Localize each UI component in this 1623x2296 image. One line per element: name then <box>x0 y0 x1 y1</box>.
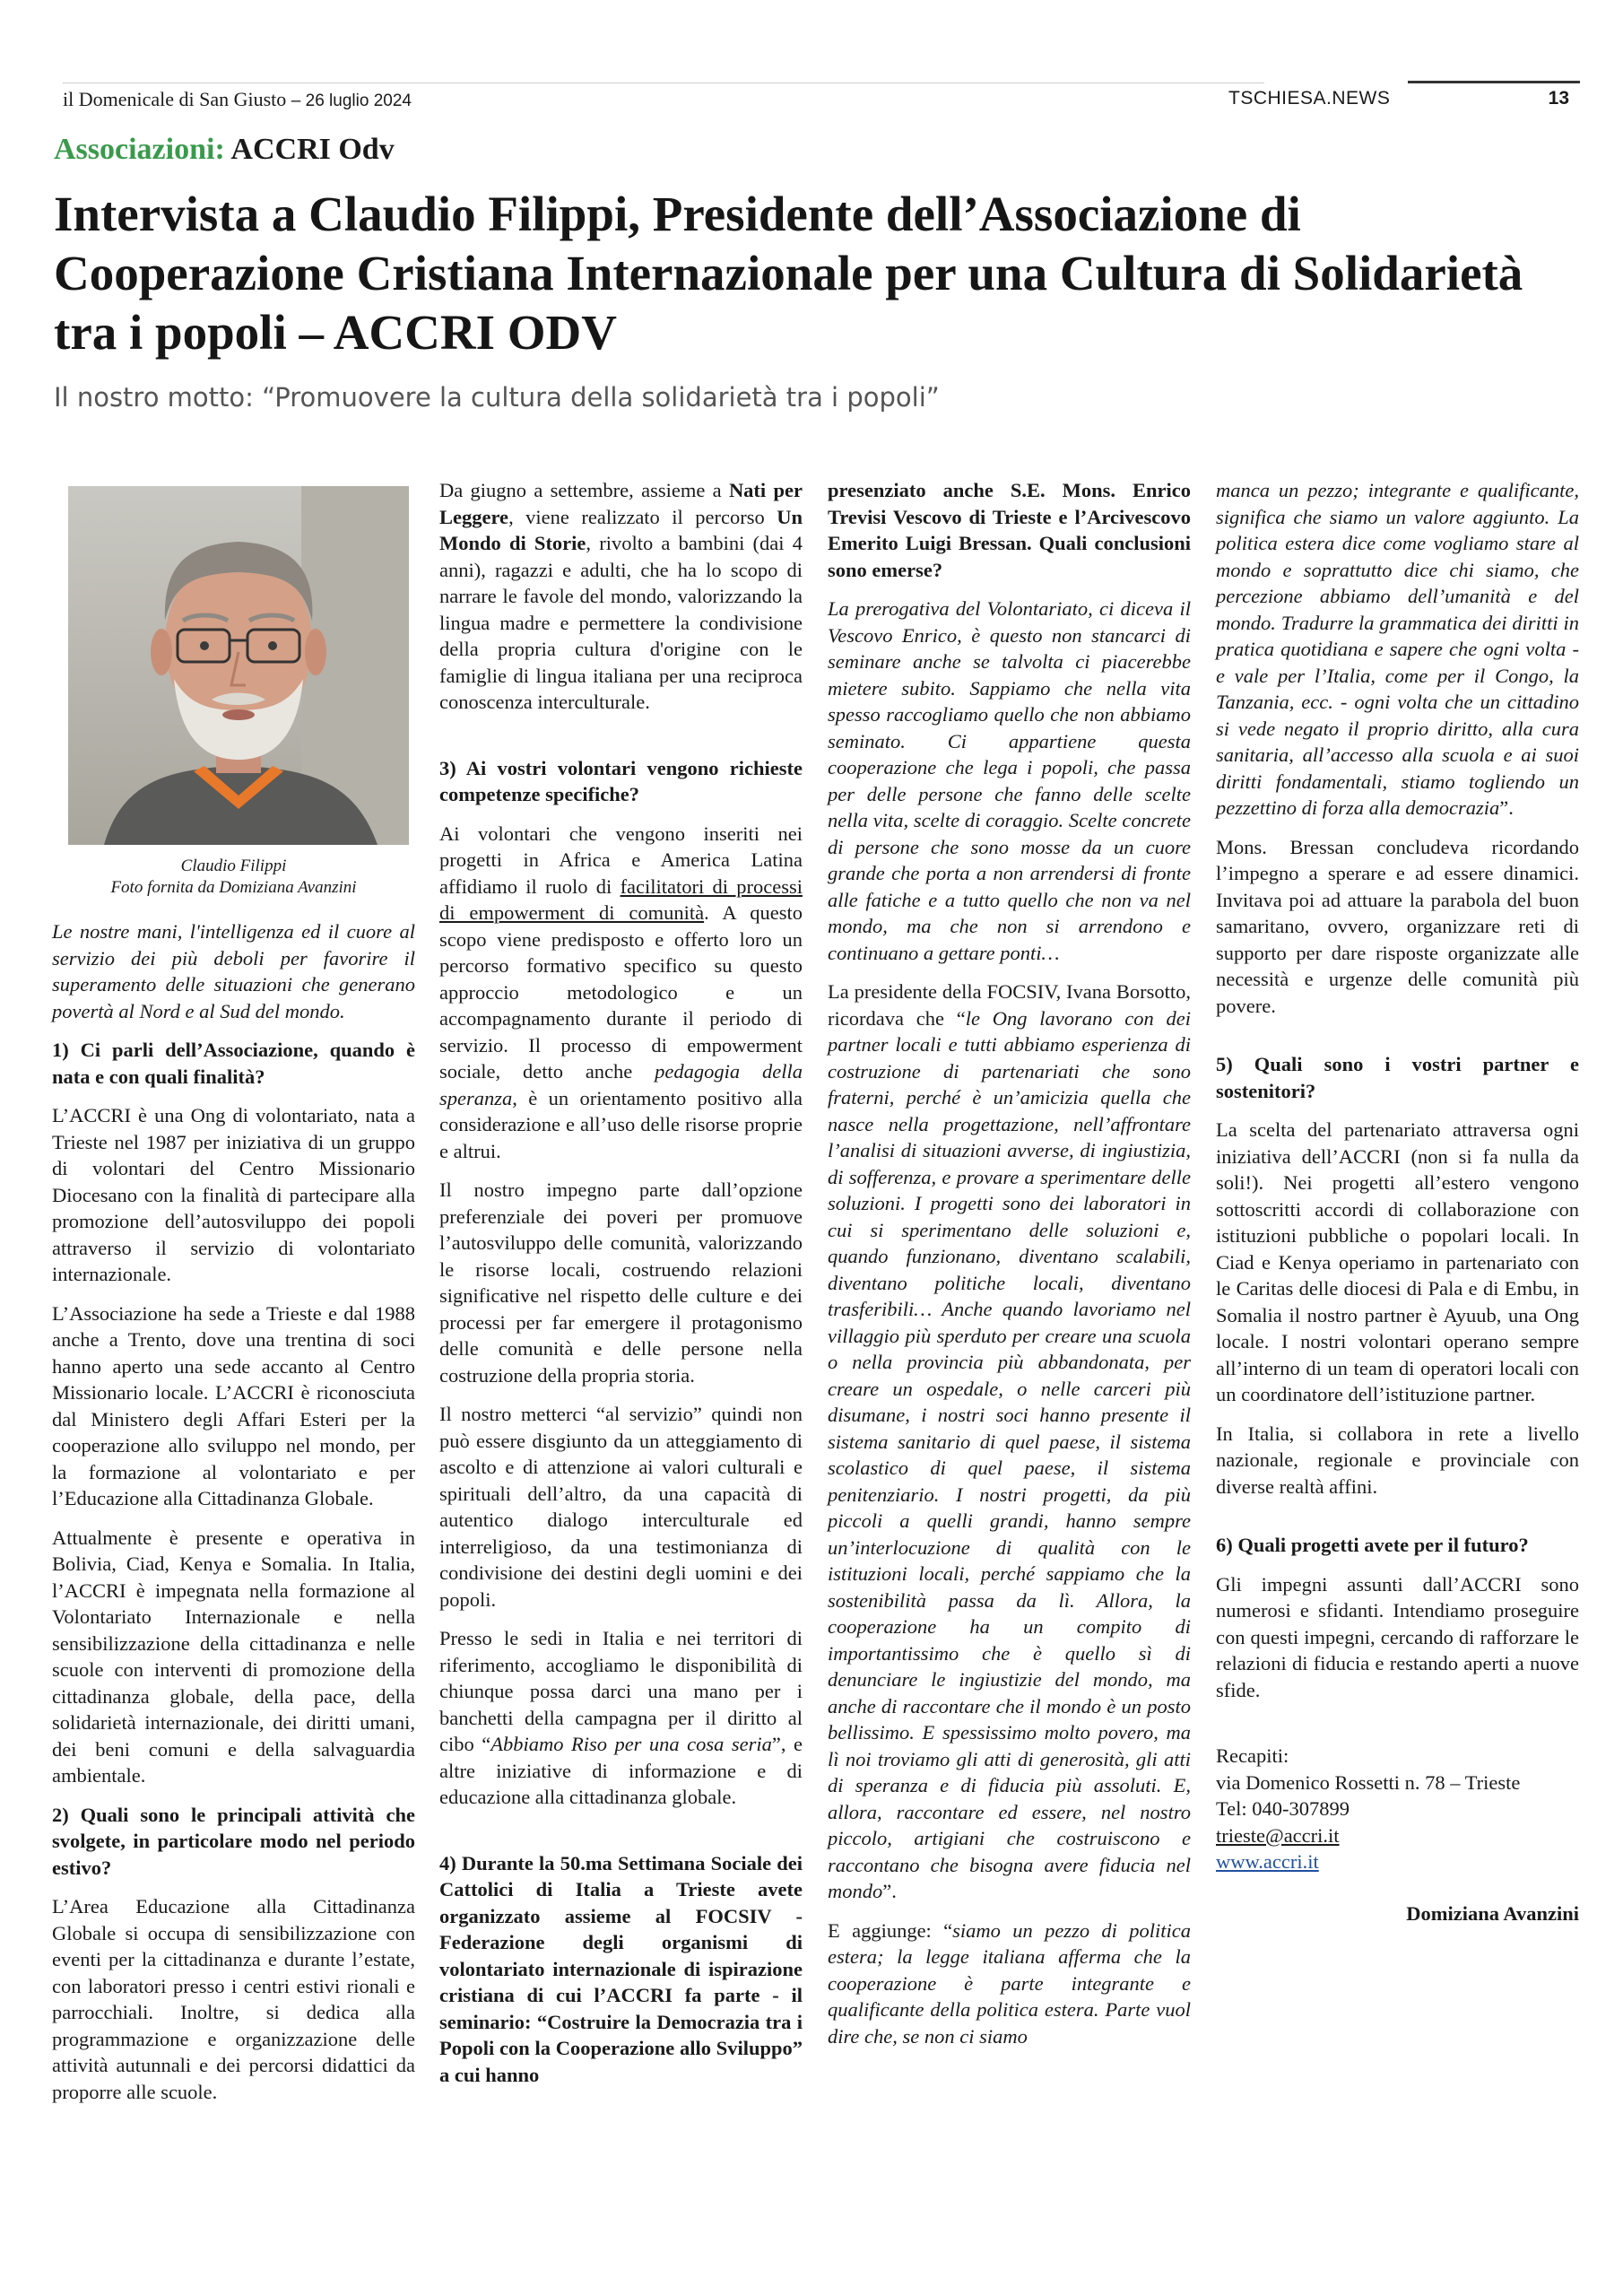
spacer <box>439 728 803 755</box>
paragraph <box>439 477 803 716</box>
text-run: E aggiunge: “ <box>828 1918 953 1942</box>
caption-credit: Foto fornita da Domiziana Avanzini <box>110 878 357 897</box>
paragraph: Il nostro impegno parte dall’opzione preferenziale dei poveri per promuove l’autosviluppo delle comunità, valorizzando le risorse locali, costruendo relazioni significative nel rispetto delle culture e dei processi per far emergere il protagonismo delle comunità e delle persone nella costruzione della propria storia. <box>439 1178 803 1387</box>
publication-date: – 26 luglio 2024 <box>291 91 412 110</box>
paragraph: Mons. Bressan concludeva ricordando l’impegno a sperare e ad essere dinamici. Invitava poi ad attuare la parabola del buon samaritano, ovvero, organizzare reti di supporto per dare risposte organizzate alle necessità e urgenze delle comunità più povere. <box>1216 835 1579 1017</box>
spacer <box>1216 1512 1579 1532</box>
site-name[interactable]: TSCHIESA.NEWS <box>1228 88 1391 109</box>
question-1: 1) Ci parli dell’Associazione, quando è nata e con quali finalità? <box>52 1039 415 1088</box>
author-signature: Domiziana Avanzini <box>1406 1901 1579 1925</box>
section-name: ACCRI Odv <box>230 133 395 166</box>
paragraph <box>828 978 1191 1905</box>
question-5: 5) Quali sono i vostri partner e sostenitori? <box>1216 1053 1579 1102</box>
paragraph <box>828 1918 1191 2050</box>
contacts-block <box>1216 1743 1579 1875</box>
paragraph: L’Area Educazione alla Cittadinanza Globale si occupa di sensibilizzazione con eventi per la cittadinanza e durante l’estate, con laboratori presso i centri estivi rionali e parrocchiali. Inoltre, si dedica alla programmazione e organizzazione delle attività autunnali e dei percorsi didattici da proporre alle scuole. <box>52 1895 415 2103</box>
paragraph <box>439 821 803 1165</box>
photo-caption <box>52 856 415 899</box>
question-3: 3) Ai vostri volontari vengono richieste competenze specifiche? <box>439 756 803 805</box>
question-4: 4) Durante la 50.ma Settimana Sociale dei Cattolici di Italia a Trieste avete organizzato assieme al FOCSIV - Federazione degli organismi di volontariato internazionale di ispirazione cristiana di cui l’ACCRI fa parte - il seminario: “Costruire la Democrazia tra i Popoli con la Cooperazione allo Sviluppo” a cui hanno <box>439 1851 803 2086</box>
column-1 <box>52 477 415 2118</box>
paragraph <box>439 1625 803 1811</box>
text-run: . A questo scopo viene predisposto e offerto loro un percorso formativo specifico su questo approccio metodologico e un accompagnamento durante il periodo di servizio. Il processo di empowerment sociale, detto anche <box>439 901 803 1083</box>
question-2: 2) Quali sono le principali attività che svolgete, in particolare modo nel periodo estivo? <box>52 1803 415 1879</box>
text-run: Da giugno a settembre, assieme a <box>439 479 729 501</box>
text-run: ”. <box>882 1880 897 1902</box>
article-subtitle: Il nostro motto: “Promuovere la cultura della solidarietà tra i popoli” <box>54 382 940 413</box>
page-header <box>63 83 1569 113</box>
question-6: 6) Quali progetti avete per il futuro? <box>1216 1534 1529 1556</box>
contact-phone: Tel: 040-307899 <box>1216 1797 1350 1820</box>
paragraph: Il nostro metterci “al servizio” quindi non può essere disgiunto da un atteggiamento di ascolto e di attenzione ai valori culturali e spirituali dell’altro, da una capacità di autentico dialogo interculturale ed interreligioso, da una testimonianza di condivisione dei destini degli uomini e dei popoli. <box>439 1403 803 1611</box>
contact-email-link[interactable]: trieste@accri.it <box>1216 1823 1340 1847</box>
column-4 <box>1216 477 1579 1926</box>
portrait-illustration <box>68 486 409 845</box>
paragraph <box>1216 477 1579 822</box>
program-name: Nati per Leggere <box>439 479 803 528</box>
text-run: La presidente della FOCSIV, Ivana Borsotto, ricordava che “ <box>828 980 1191 1030</box>
spacer <box>1216 1716 1579 1743</box>
contacts-label: Recapiti: <box>1216 1744 1289 1767</box>
quote-text: siamo un pezzo di politica estera; la legge italiana afferma che la cooperazione è parte integrante e qualificante della politica estera. Parte vuol dire che, se non ci siamo <box>828 1918 1191 2048</box>
quote-paragraph: La prerogativa del Volontariato, ci diceva il Vescovo Enrico, è questo non stancarci di seminare anche se talvolta ci piacerebbe mietere subito. Sappiamo che nella vita spesso raccogliamo quello che non abbiamo seminato. Ci appartiene questa cooperazione che lega i popoli, che passa per delle persone che fanno delle scelte nella vita, scelte di coraggio. Scelte concrete di persone che sono mosse da un cuore grande che porta a non arrendersi di fronte alle fatiche e a tutto quello che non va nel mondo, ma che non si arrendono e continuano a gettare ponti… <box>828 597 1191 964</box>
text-run: ”, e altre iniziative di informazione e di educazione alla cittadinanza globale. <box>439 1733 803 1808</box>
column-2 <box>439 477 803 2100</box>
text-run: , è un orientamento positivo alla considerazione e all’uso delle risorse proprie e altrui. <box>439 1086 803 1162</box>
text-run: Presso le sedi in Italia e nei territori di riferimento, accogliamo le disponibilità di chiunque possa darci una mano per i banchetti della campagna per il diritto al cibo “ <box>439 1627 803 1755</box>
underlined-text: facilitatori di processi di empowerment di comunità <box>439 874 803 924</box>
portrait-photo <box>68 486 409 845</box>
quote-text: manca un pezzo; integrante e qualificante, significa che siamo un valore aggiunto. La politica estera dice come vogliamo stare al mondo e soprattutto dice chi siamo, che percezione abbiamo dell’umanità e del mondo. Tradurre la grammatica dei diritti in pratica quotidiana e sapere che ogni volta - e vale per l’Italia, come per il Congo, la Tanzania, ecc. - ogni volta che un cittadino si vede negato il proprio diritto, alla cura sanitaria, all’accesso alla scuola e ai suoi diritti fondamentali, stiamo togliendo un pezzettino di forza alla democrazia <box>1216 479 1579 819</box>
paragraph: In Italia, si collabora in rete a livello nazionale, regionale e provinciale con diverse realtà affini. <box>1216 1422 1579 1498</box>
text-run: ”. <box>1499 796 1514 819</box>
section-heading <box>54 133 395 167</box>
column-3 <box>828 477 1191 2062</box>
text-run: , viene realizzato il percorso <box>508 505 777 528</box>
section-category: Associazioni: <box>54 133 225 166</box>
campaign-name: Abbiamo Riso per una cosa seria <box>490 1733 772 1755</box>
italic-text: pedagogia della speranza <box>439 1060 803 1109</box>
intro-paragraph: Le nostre mani, l'intelligenza ed il cuore al servizio dei più deboli per favorire il superamento delle situazioni che generano povertà al Nord e al Sud del mondo. <box>52 920 415 1022</box>
quote-text: le Ong lavorano con dei partner locali e tutti abbiamo esperienza di costruzione di partenariati che sono fraterni, perché è un’amicizia quella che nasce nella progettazione, nell’affrontare l’analisi di situazioni avverse, di ingiustizia, di sofferenza, e provare a sperimentare delle soluzioni. I progetti sono dei laboratori in cui si sperimentano delle soluzioni e, quando funzionano, diventano scalabili, diventano politiche locali, diventano trasferibili… Anche quando lavoriamo nel villaggio più sperduto per creare una scuola o nella provincia più abbandonata, per creare un ospedale, o nelle carceri più disumane, i nostri soci hanno presente il sistema sanitario di quel paese, il sistema scolastico di quel paese, il sistema penitenziario. I nostri progetti, da più piccoli a quelli grandi, hanno sempre un’interlocuzione di qualità con le istituzioni locali, perché sappiamo che la sostenibilità passa da lì. Allora, la cooperazione ha un compito di importantissimo che è quello sì di denunciare le ingiustizie del mondo, ma anche di raccontare che il mondo è un posto bellissimo. E spessissimo molto povero, ma lì noi troviamo gli atti di generosità, gli atti di speranza e di fiducia più assoluti. E, allora, raccontare ed essere, nel nostro piccolo, artigiani che costruiscono e raccontano che bisogna avere fiducia nel mondo <box>828 1006 1191 1902</box>
text-run: Ai volontari che vengono inseriti nei progetti in Africa e America Latina affidiamo il ruolo di <box>439 822 803 898</box>
paragraph: L’Associazione ha sede a Trieste e dal 1988 anche a Trento, dove una trentina di soci hanno aperto una sede accanto al Centro Missionario locale. L’ACCRI è riconosciuta dal Ministero degli Affari Esteri per la cooperazione allo sviluppo nel mondo, per la formazione al volontariato e per l’Educazione alla Cittadinanza Globale. <box>52 1301 415 1509</box>
website-link[interactable]: www.accri.it <box>1216 1850 1319 1873</box>
spacer <box>439 1823 803 1850</box>
page-number: 13 <box>1548 88 1569 109</box>
paragraph: L’ACCRI è una Ong di volontariato, nata a Trieste nel 1987 per iniziativa di un gruppo di volontari del Centro Missionario Diocesano con la finalità di partecipare alla promozione dell’autosviluppo dei popoli attraverso il servizio di volontariato internazionale. <box>52 1104 415 1285</box>
contact-address: via Domenico Rossetti n. 78 – Trieste <box>1216 1770 1521 1794</box>
question-4-continued: presenziato anche S.E. Mons. Enrico Trevisi Vescovo di Trieste e l’Arcivescovo Emerito Luigi Bressan. Quali conclusioni sono emerse? <box>828 479 1191 581</box>
program-name: Un Mondo di Storie <box>439 505 803 554</box>
paragraph: Gli impegni assunti dall’ACCRI sono numerosi e sfidanti. Intendiamo proseguire con questi impegni, cercando di rafforzare le relazioni di fiducia e restando aperti a nuove sfide. <box>1216 1572 1579 1701</box>
paragraph: Attualmente è presente e operativa in Bolivia, Ciad, Kenya e Somalia. In Italia, l’ACCRI è impegnata nella formazione al Volontariato Internazionale e nella sensibilizzazione della cittadinanza e nelle scuole con interventi di promozione della cittadinanza globale, della pace, della solidarietà internazionale, dei diritti umani, dei beni comuni e della salvaguardia ambientale. <box>52 1526 415 1787</box>
caption-name: Claudio Filippi <box>180 857 287 875</box>
publication-name: il Domenicale di San Giusto <box>63 88 287 110</box>
spacer <box>1216 1031 1579 1051</box>
article-title: Intervista a Claudio Filippi, Presidente dell’Associazione di Cooperazione Cristiana Internazionale per una Cultura di Solidarietà tra i popoli – ACCRI ODV <box>54 187 1523 360</box>
publication-line <box>63 88 412 111</box>
paragraph: La scelta del partenariato attraversa ogni iniziativa dell’ACCRI (non si fa nulla da soli!). Nei progetti all’estero vengono sottoscritti accordi di collaborazione con istituzioni pubbliche o popolari locali. In Ciad e Kenya operiamo in partenariato con le Caritas delle diocesi di Pala e di Embu, in Somalia il nostro partner è Ayuub, una Ong locale. I nostri volontari operano sempre all’interno di un team di operatori locali con un coordinatore dell’istituzione partner. <box>1216 1118 1579 1405</box>
text-run: , rivolto a bambini (dai 4 anni), ragazzi e adulti, che ha lo scopo di narrare le favole del mondo, valorizzando la lingua madre e permettere la condivisione della propria cultura d'origine con le famiglie di lingua italiana per una reciproca conoscenza interculturale. <box>439 532 803 713</box>
